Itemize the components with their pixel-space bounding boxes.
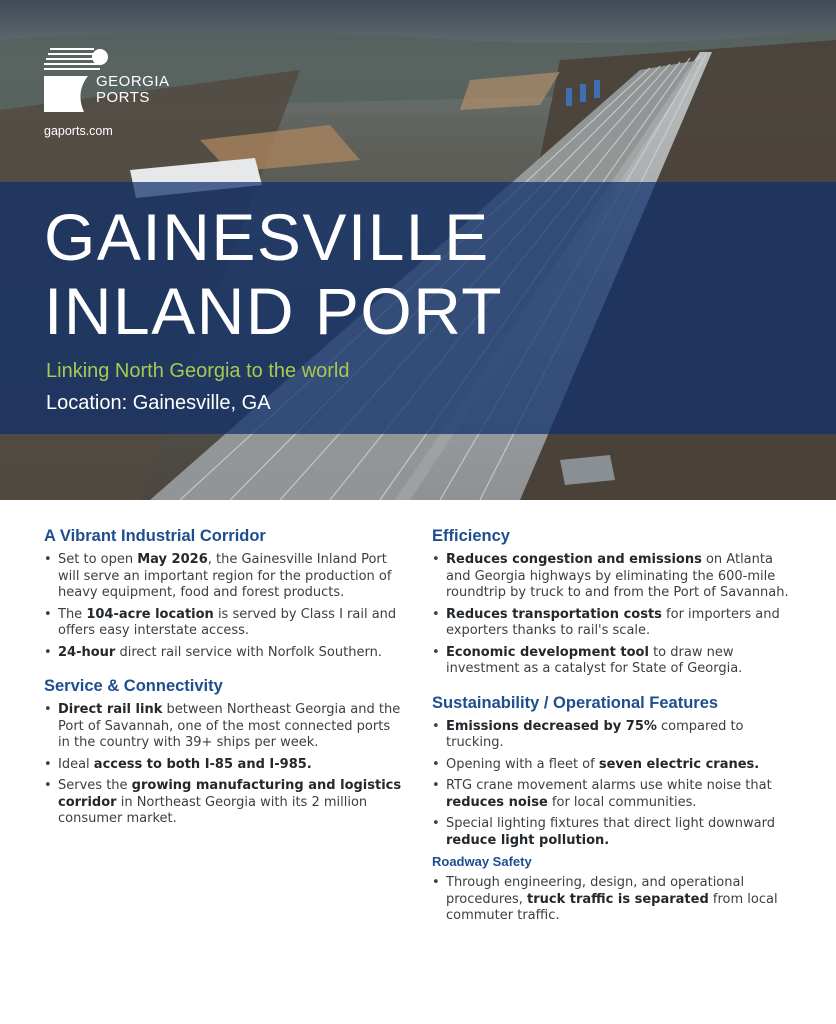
text-run: for local communities. xyxy=(547,794,697,810)
logo-text-line1: GEORGIA xyxy=(96,73,170,90)
text-run: in Northeast Georgia with its 2 million consumer market. xyxy=(58,794,368,826)
bold-text: seven electric cranes. xyxy=(598,756,760,772)
text-run: The xyxy=(58,606,87,622)
logo-text-line2: PORTS xyxy=(96,89,150,106)
section-heading: Service & Connectivity xyxy=(44,677,223,695)
tagline: Linking North Georgia to the world xyxy=(46,360,350,382)
bullet-list xyxy=(44,552,404,661)
bold-text: Reduces transportation costs xyxy=(446,606,662,622)
bold-text: reduces noise xyxy=(446,794,548,810)
text-run: on Atlanta and Georgia highways by eliminating the 600-mile roundtrip by truck to and from the Port of Savannah. xyxy=(446,552,789,600)
bullet-item xyxy=(44,607,404,640)
logo-wordmark xyxy=(96,74,170,106)
bullet-list xyxy=(44,702,404,828)
text-run: for importers and exporters thanks to rail's scale. xyxy=(446,606,780,638)
text-run: Set to open xyxy=(58,552,138,567)
bullet-item xyxy=(432,778,792,811)
bullet-list xyxy=(432,719,792,850)
title-line1: GAINESVILLE xyxy=(44,200,490,274)
text-run: Serves the xyxy=(58,778,132,793)
bold-text: Economic development tool xyxy=(446,644,649,660)
section-heading: Sustainability / Operational Features xyxy=(432,693,719,712)
text-run: Ideal xyxy=(58,756,94,772)
bullet-item xyxy=(432,757,792,774)
bullet-item xyxy=(432,607,792,640)
bullet-item xyxy=(44,645,404,662)
hero-photo-area xyxy=(0,0,836,500)
section-heading: A Vibrant Industrial Corridor xyxy=(44,527,266,545)
bold-text: Direct rail link xyxy=(58,702,163,717)
section-heading: Efficiency xyxy=(432,527,510,545)
text-run: compared to trucking. xyxy=(446,718,744,750)
bullet-item xyxy=(432,875,792,925)
website-url[interactable]: gaports.com xyxy=(44,124,113,138)
text-run: Through engineering, design, and operational procedures, xyxy=(446,875,745,907)
section-sustainability-operational-features xyxy=(432,694,792,925)
bold-text: truck traffic is separated xyxy=(527,891,709,907)
bold-text: May 2026 xyxy=(137,552,208,567)
page-title xyxy=(44,200,503,348)
section-service-connectivity xyxy=(44,677,404,828)
text-run: RTG crane movement alarms use white noise that xyxy=(446,778,772,793)
left-column xyxy=(44,527,404,844)
bullet-item xyxy=(44,702,404,752)
bullet-item xyxy=(44,552,404,602)
bold-text: access to both I-85 and I-985. xyxy=(93,756,312,772)
bold-text: growing manufacturing and logistics corridor xyxy=(58,778,402,810)
bullet-item xyxy=(432,552,792,602)
text-run: , the Gainesville Inland Port will serve an important region for the production of heavy equipment, food and forest products. xyxy=(58,552,392,600)
subsection-heading: Roadway Safety xyxy=(432,854,532,869)
text-run: Opening with a fleet of xyxy=(446,756,599,772)
bold-text: reduce light pollution. xyxy=(446,832,610,848)
bullet-item xyxy=(432,816,792,849)
text-run: direct rail service with Norfolk Southern. xyxy=(115,644,382,660)
bold-text: Reduces congestion and emissions xyxy=(446,552,702,567)
text-run: to draw new investment as a catalyst for State of Georgia. xyxy=(446,644,743,676)
bullet-item xyxy=(44,757,404,774)
bullet-item xyxy=(432,645,792,678)
title-line2: INLAND PORT xyxy=(44,274,504,348)
text-run: between Northeast Georgia and the Port of Savannah, one of the most connected ports in the country with 39+ ships per week. xyxy=(58,702,401,750)
bold-text: 104-acre location xyxy=(86,606,214,622)
bullet-item xyxy=(432,719,792,752)
location-text: Location: Gainesville, GA xyxy=(46,392,271,414)
text-run: is served by Class I rail and offers easy interstate access. xyxy=(58,606,397,638)
section-efficiency xyxy=(432,527,792,678)
bullet-list xyxy=(432,875,792,925)
bold-text: Emissions decreased by 75% xyxy=(446,718,657,734)
text-run: Special lighting fixtures that direct light downward xyxy=(446,816,776,831)
right-column xyxy=(432,527,792,941)
section-a-vibrant-industrial-corridor xyxy=(44,527,404,661)
bold-text: 24-hour xyxy=(58,644,116,660)
bullet-item xyxy=(44,778,404,828)
bullet-list xyxy=(432,552,792,678)
text-run: from local commuter traffic. xyxy=(446,891,778,923)
